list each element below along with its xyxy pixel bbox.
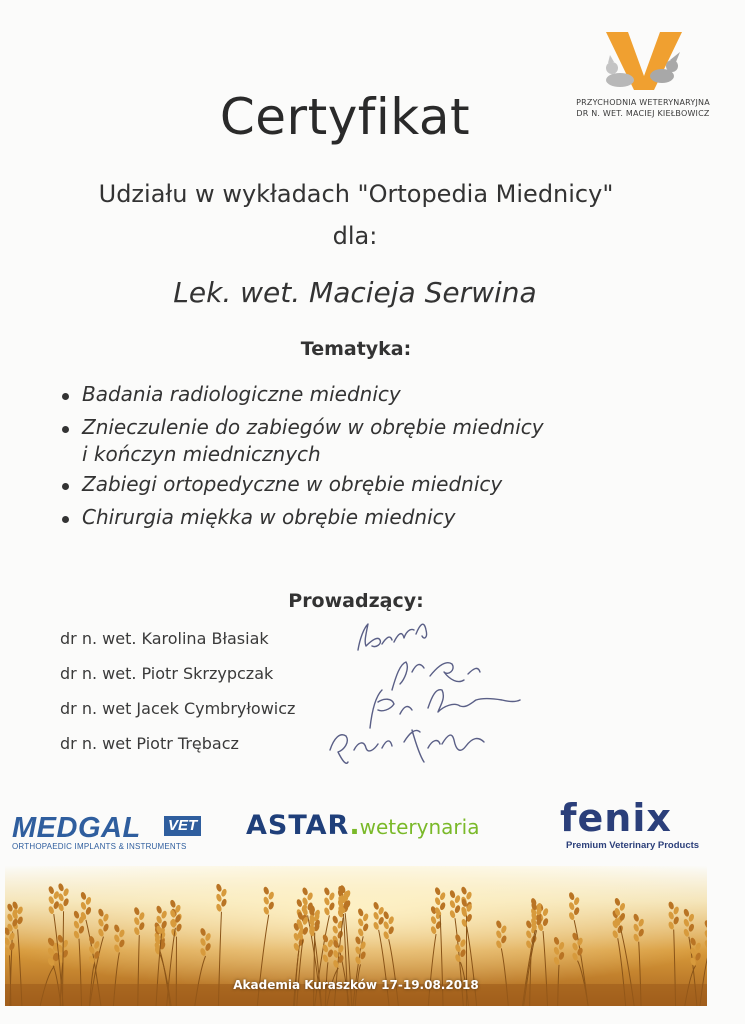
topic-item: Znieczulenie do zabiegów w obrębie miednicy i kończyn miednicznych bbox=[62, 411, 702, 468]
clinic-name: PRZYCHODNIA WETERYNARYJNA bbox=[576, 98, 710, 107]
signature-blasiak bbox=[358, 624, 427, 650]
signature-cymbrylowicz bbox=[370, 690, 520, 728]
astar-wordmark: ASTAR bbox=[246, 810, 350, 841]
fenix-wordmark: fenix bbox=[560, 796, 672, 840]
clinic-emblem-icon bbox=[598, 30, 688, 92]
lecturer-name: dr n. wet Piotr Trębacz bbox=[60, 734, 239, 753]
event-caption: Akademia Kuraszków 17-19.08.2018 bbox=[233, 978, 479, 992]
astar-dot: . bbox=[349, 810, 360, 841]
astar-logo bbox=[246, 810, 536, 850]
clinic-owner: DR N. WET. MACIEJ KIEŁBOWICZ bbox=[576, 109, 710, 118]
medgal-vet-logo bbox=[12, 812, 212, 852]
medgal-tagline: ORTHOPAEDIC IMPLANTS & INSTRUMENTS bbox=[12, 842, 187, 851]
topics-list bbox=[62, 378, 702, 534]
lecturers-heading: Prowadzący: bbox=[288, 590, 424, 612]
topic-item: Chirurgia miękka w obrębie miednicy bbox=[62, 501, 702, 534]
topics-heading: Tematyka: bbox=[300, 338, 412, 360]
certificate-for: dla: bbox=[332, 222, 378, 250]
certificate-subtitle: Udziału w wykładach "Ortopedia Miednicy" bbox=[98, 180, 614, 208]
topic-item: Badania radiologiczne miednicy bbox=[62, 378, 702, 411]
medgal-wordmark: MEDGAL bbox=[12, 812, 141, 844]
astar-suffix: weterynaria bbox=[359, 815, 480, 839]
certificate-title: Certyfikat bbox=[219, 88, 471, 146]
recipient-name: Lek. wet. Macieja Serwina bbox=[173, 276, 537, 309]
topic-item-continuation: i kończyn miednicznych bbox=[82, 442, 321, 466]
signature-skrzypczak bbox=[392, 662, 480, 690]
fenix-tagline: Premium Veterinary Products bbox=[566, 840, 700, 851]
lecturer-name: dr n. wet. Piotr Skrzypczak bbox=[60, 664, 274, 683]
lecturer-name: dr n. wet. Karolina Błasiak bbox=[60, 629, 269, 648]
lecturer-name: dr n. wet Jacek Cymbryłowicz bbox=[60, 699, 296, 718]
fenix-logo bbox=[560, 796, 715, 852]
medgal-vet-badge: VET bbox=[164, 816, 201, 836]
topic-item: Zabiegi ortopedyczne w obrębie miednicy bbox=[62, 468, 702, 501]
signature-trebacz bbox=[330, 730, 484, 763]
signatures bbox=[320, 610, 540, 780]
